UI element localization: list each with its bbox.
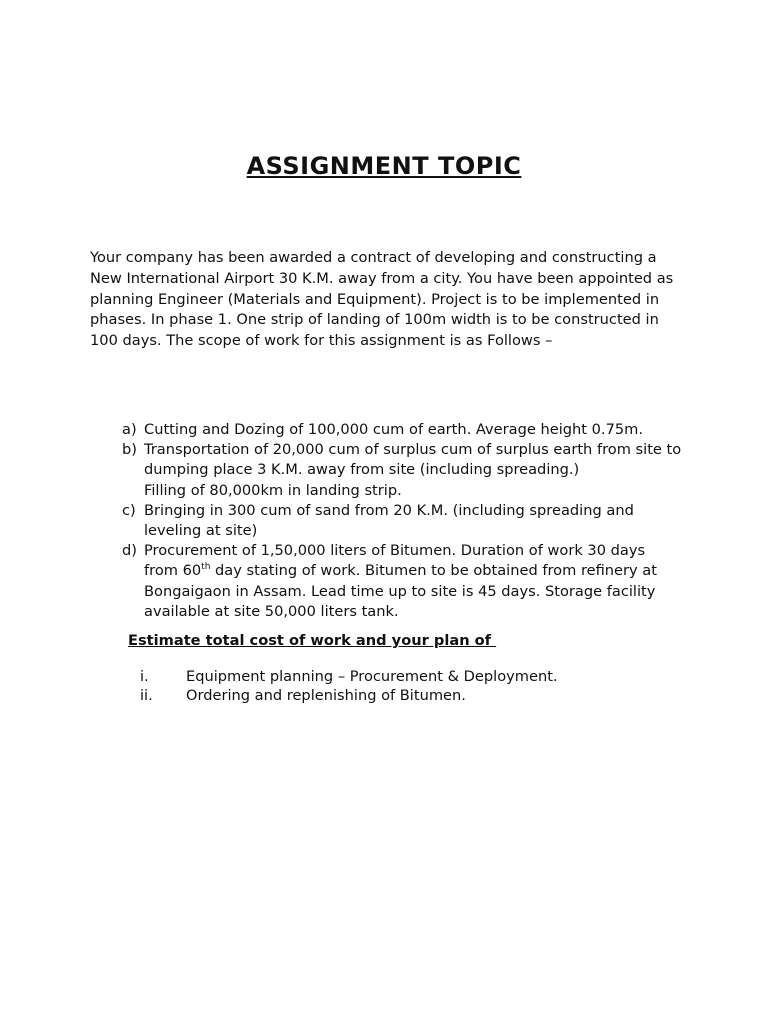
scope-item-text-after: day stating of work. Bitumen to be obtained from refinery at Bongaigaon in Assam. Lead time up to site is 45 days. Storage facility available at site 50,000 liters tank. <box>144 562 657 620</box>
list-marker: a) <box>122 421 137 438</box>
document-title: ASSIGNMENT TOPIC <box>246 152 522 180</box>
scope-item-c <box>122 501 682 541</box>
estimate-heading: Estimate total cost of work and your plan of <box>128 632 497 649</box>
plan-item <box>140 667 558 686</box>
scope-item-text: Transportation of 20,000 cum of surplus cum of surplus earth from site to dumping place 3 K.M. away from site (including spreading.) <box>144 441 682 479</box>
scope-item-d <box>122 541 682 622</box>
plan-item-text: Ordering and replenishing of Bitumen. <box>186 687 466 704</box>
list-marker: c) <box>122 501 136 519</box>
list-marker: b) <box>122 441 137 459</box>
scope-item-text: Bringing in 300 cum of sand from 20 K.M. (including spreading and leveling at site) <box>144 501 634 540</box>
intro-paragraph: Your company has been awarded a contract of developing and constructing a New International Airport 30 K.M. away from a city. You have been appointed as planning Engineer (Materials and Equipment). Project is to be implemented in phases. In phase 1. One strip of landing of 100m width is to be constructed in 100 days. The scope of work for this assignment is as Follows – <box>90 249 674 350</box>
plan-item <box>140 686 558 705</box>
scope-item-extra: Filling of 80,000km in landing strip. <box>144 481 402 499</box>
plan-item-text: Equipment planning – Procurement & Deployment. <box>186 668 558 685</box>
scope-item-text-before: Procurement of 1,50,000 liters of Bitumen. Duration of work 30 days from 60 <box>144 542 646 580</box>
scope-item-text: Cutting and Dozing of 100,000 cum of earth. Average height 0.75m. <box>144 421 643 438</box>
list-marker: i. <box>140 668 149 685</box>
ordinal-suffix: th <box>201 562 211 573</box>
scope-list <box>122 420 682 622</box>
list-marker: ii. <box>140 687 153 704</box>
list-marker: d) <box>122 542 137 560</box>
plan-list <box>140 667 558 705</box>
scope-item-a <box>122 420 682 440</box>
scope-item-b <box>122 440 682 501</box>
